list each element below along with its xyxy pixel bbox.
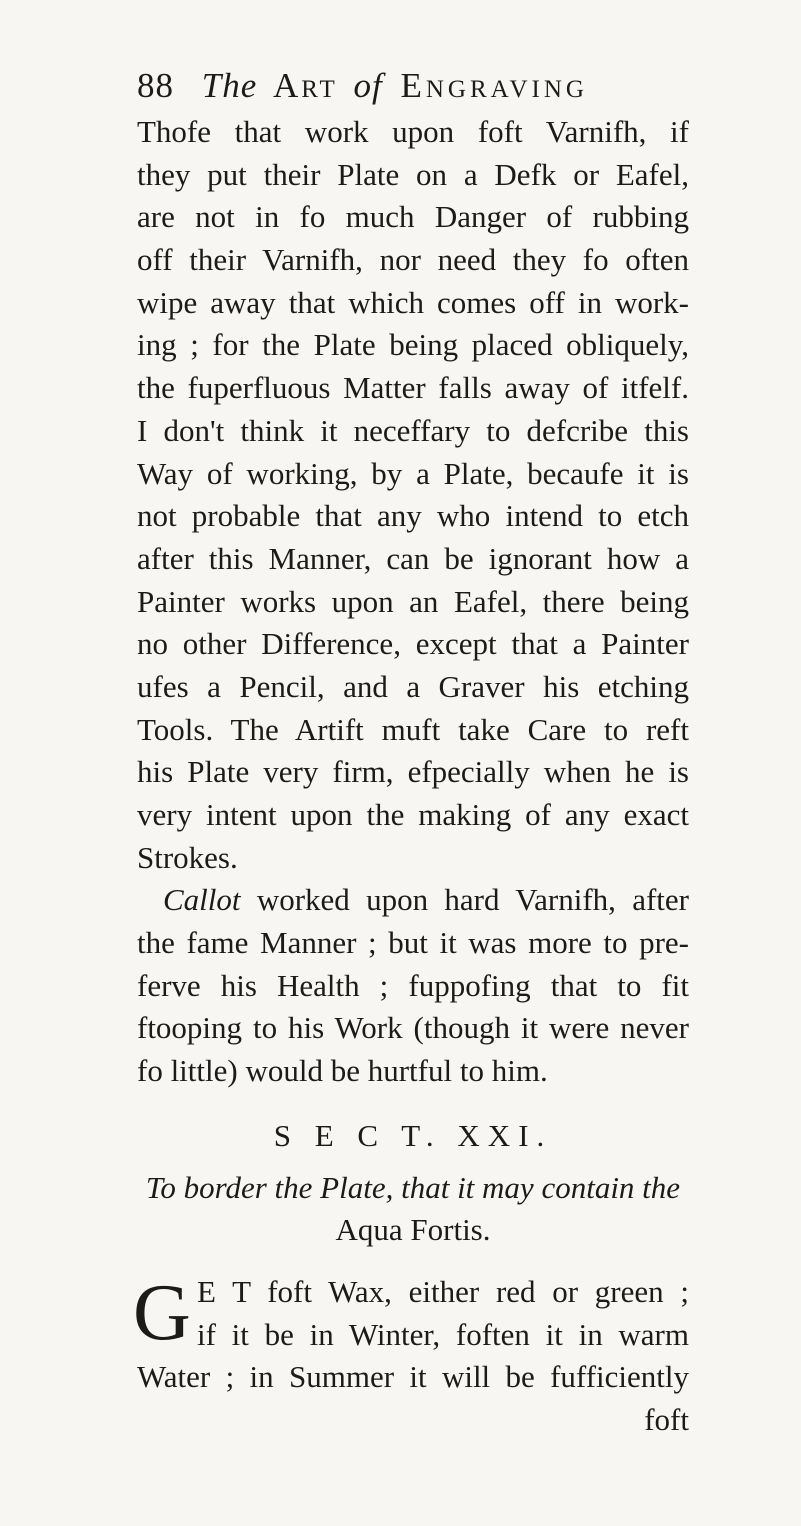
text-line: I don't think it neceffary to defcribe this [137,412,689,448]
text-line: Strokes. [137,839,238,875]
header-of: of [353,66,383,105]
text-line: if it be in Winter, foften it in warm [197,1316,689,1352]
text-line: wipe away that which comes off in work- [137,284,689,320]
text-line: no other Difference, except that a Painter [137,626,689,662]
text-line: they put their Plate on a Defk or Eafel, [137,156,689,192]
text-line: Tools. The Artift muft take Care to reft [137,711,689,747]
text-line: not probable that any who intend to etch [137,498,689,534]
text-line: ferve his Health ; fuppofing that to fit [137,967,689,1003]
text-line: after this Manner, can be ignorant how a [137,540,689,576]
paragraph-1 [137,111,689,879]
paragraph-3 [133,1268,689,1442]
text-line: E T foft Wax, either red or green ; [197,1273,689,1309]
catchword: foft [644,1401,689,1437]
text-line: ufes a Pencil, and a Graver his etching [137,668,689,704]
paragraph-2 [137,879,689,1092]
header-engraving: Engraving [400,66,588,105]
text-line: ftooping to his Work (though it were never [137,1010,689,1046]
section-heading: S E C T. XXI. [273,1117,553,1153]
text-line: Way of working, by a Plate, becaufe it is [137,455,689,491]
section-title: To border the Plate, that it may contain the [145,1169,681,1205]
text-line: the fuperfluous Matter falls away of itfelf. [137,370,689,406]
text-line: Painter works upon an Eafel, there being [137,583,689,619]
header-the: The [201,66,258,105]
drop-cap: G [133,1268,191,1357]
text-line [137,879,689,922]
text-line: very intent upon the making of any exact [137,797,689,832]
section-title-line-2: Aqua Fortis. [335,1211,491,1247]
text-line: ing ; for the Plate being placed obliquely, [137,327,689,363]
page-number: 88 [137,66,174,105]
text-line: the fame Manner ; but it was more to pre- [137,925,689,961]
text-line: his Plate very firm, efpecially when he is [137,754,689,790]
running-header [137,66,588,106]
body-text [133,111,689,1442]
text-line: Thofe that work upon foft Varnifh, if [137,114,689,149]
text-line: are not in fo much Danger of rubbing [137,199,689,235]
header-art: Art [273,66,338,105]
text-fragment: worked upon hard Varnifh, after [240,882,689,918]
text-line: Water ; in Summer it will be fufficiently [137,1359,689,1395]
text-line: fo little) would be hurtful to him. [137,1053,548,1089]
name-callot: Callot [163,882,241,918]
text-line: off their Varnifh, nor need they fo often [137,242,689,278]
